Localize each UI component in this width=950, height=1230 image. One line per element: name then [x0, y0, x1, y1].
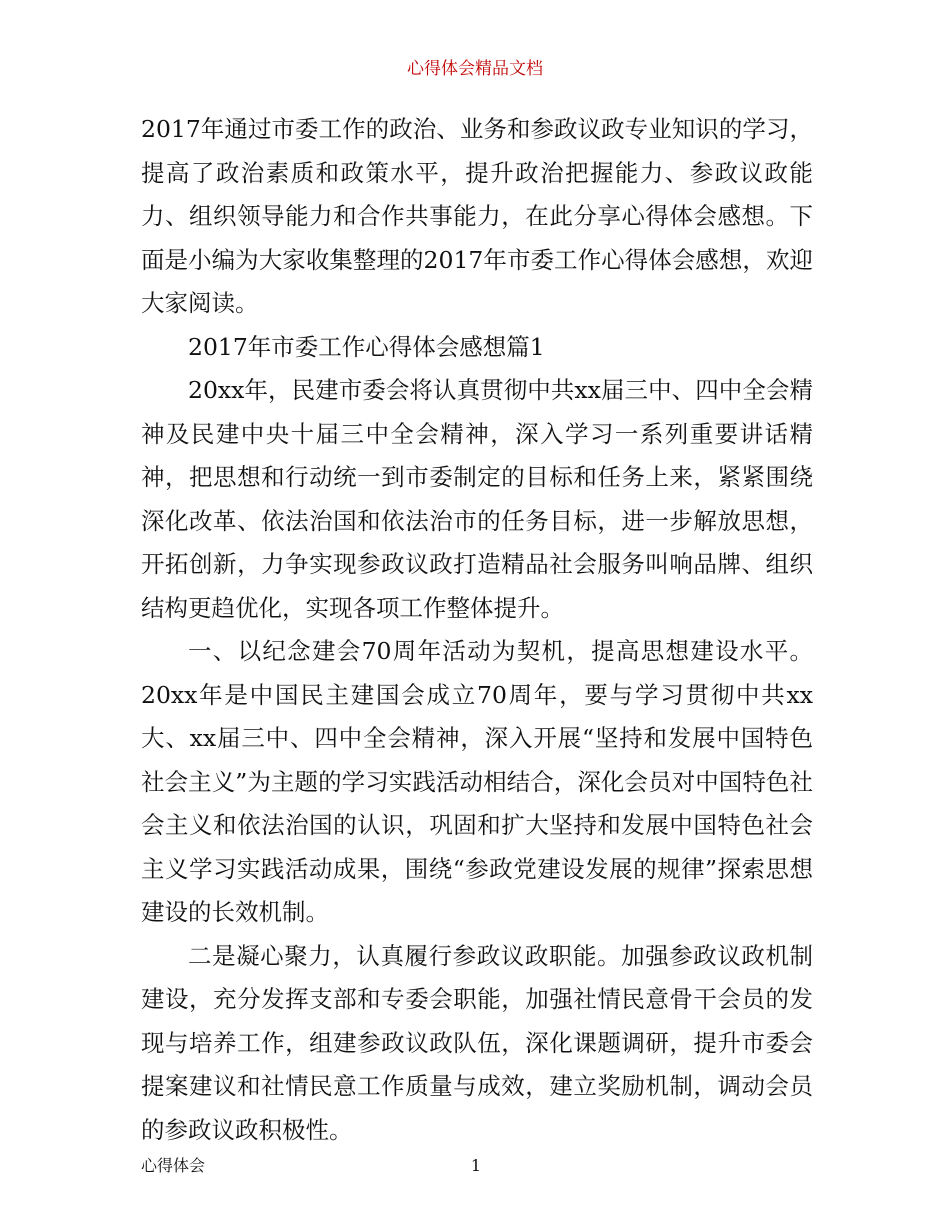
footer-label: 心得体会 [141, 1156, 206, 1175]
body-paragraph: 一、以纪念建会70周年活动为契机，提高思想建设水平。20xx年是中国民主建国会成立70周年，要与学习贯彻中共xx大、xx届三中、四中全会精神，深入开展“坚持和发展中国特色社会主义”为主题的学习实践活动相结合，深化会员对中国特色社会主义和依法治国的认识，巩固和扩大坚持和发展中国特色社会主义学习实践活动成果，围绕“参政党建设发展的规律”探索思想建设的长效机制。 [141, 637, 813, 926]
document-body [141, 108, 813, 1152]
document-header [0, 57, 950, 81]
intro-paragraph: 2017年通过市委工作的政治、业务和参政议政专业知识的学习，提高了政治素质和政策水平，提升政治把握能力、参政议政能力、组织领导能力和合作共事能力，在此分享心得体会感想。下面是小编为大家收集整理的2017年市委工作心得体会感想，欢迎大家阅读。 [141, 115, 813, 317]
header-title: 心得体会精品文档 [407, 59, 543, 79]
section-heading: 2017年市委工作心得体会感想篇1 [188, 332, 545, 361]
body-paragraph: 20xx年，民建市委会将认真贯彻中共xx届三中、四中全会精神及民建中央十届三中全会精神，深入学习一系列重要讲话精神，把思想和行动统一到市委制定的目标和任务上来，紧紧围绕深化改革、依法治国和依法治市的任务目标，进一步解放思想，开拓创新，力争实现参政议政打造精品社会服务叫响品牌、组织结构更趋优化，实现各项工作整体提升。 [141, 376, 813, 622]
body-paragraph: 二是凝心聚力，认真履行参政议政职能。加强参政议政机制建设，充分发挥支部和专委会职能，加强社情民意骨干会员的发现与培养工作，组建参政议政队伍，深化课题调研，提升市委会提案建议和社情民意工作质量与成效，建立奖励机制，调动会员的参政议政积极性。 [141, 941, 813, 1144]
page-number: 1 [470, 1156, 482, 1175]
